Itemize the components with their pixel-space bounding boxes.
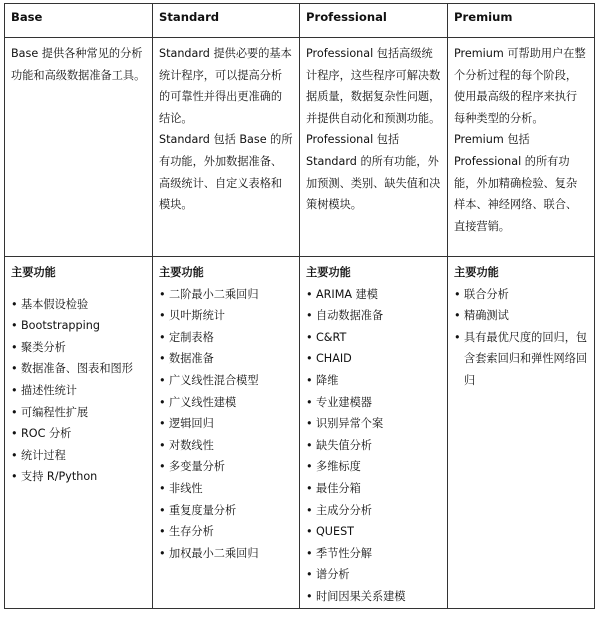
feature-item: • 降维 bbox=[306, 370, 441, 392]
comparison-table-wrapper bbox=[4, 3, 595, 609]
feature-item: • 描述性统计 bbox=[11, 380, 146, 402]
feature-item: • 联合分析 bbox=[454, 284, 588, 306]
feature-list bbox=[454, 284, 588, 392]
feature-item: • 可编程性扩展 bbox=[11, 402, 146, 424]
features-professional bbox=[300, 257, 448, 609]
feature-item: • 数据准备 bbox=[159, 348, 293, 370]
feature-item: • 谱分析 bbox=[306, 564, 441, 586]
feature-item: • 数据准备、图表和图形 bbox=[11, 358, 146, 380]
features-base bbox=[5, 257, 153, 609]
feature-item: • 多变量分析 bbox=[159, 456, 293, 478]
description-paragraph: Premium 可帮助用户在整个分析过程的每个阶段，使用最高级的程序来执行每种类型的分析。 bbox=[454, 47, 586, 125]
feature-item: • 缺失值分析 bbox=[306, 435, 441, 457]
feature-item: • 专业建模器 bbox=[306, 392, 441, 414]
header-row bbox=[5, 4, 595, 38]
description-standard bbox=[153, 38, 300, 257]
features-row bbox=[5, 257, 595, 609]
feature-item: • 精确测试 bbox=[454, 305, 588, 327]
feature-item: • QUEST bbox=[306, 521, 441, 543]
feature-item: • 生存分析 bbox=[159, 521, 293, 543]
features-title: 主要功能 bbox=[159, 266, 204, 279]
features-title: 主要功能 bbox=[306, 266, 351, 279]
features-premium bbox=[448, 257, 595, 609]
feature-item: • 贝叶斯统计 bbox=[159, 305, 293, 327]
header-base: Base bbox=[5, 4, 153, 38]
header-professional: Professional bbox=[300, 4, 448, 38]
description-paragraph: Base 提供各种常见的分析功能和高级数据准备工具。 bbox=[11, 47, 146, 82]
description-paragraph: Standard 提供必要的基本统计程序，可以提高分析的可靠性并得出更准确的结论。 bbox=[159, 47, 292, 125]
feature-item: • 统计过程 bbox=[11, 445, 146, 467]
feature-list bbox=[11, 294, 146, 488]
feature-item: • C&RT bbox=[306, 327, 441, 349]
features-title: 主要功能 bbox=[11, 266, 56, 279]
description-paragraph: Premium 包括 Professional 的所有功能，外加精确检验、复杂样本、神经网络、联合、直接营销。 bbox=[454, 133, 578, 233]
feature-item: • 广义线性混合模型 bbox=[159, 370, 293, 392]
feature-item: • 主成分分析 bbox=[306, 500, 441, 522]
description-paragraph: Standard 包括 Base 的所有功能，外加数据准备、高级统计、自定义表格和模块。 bbox=[159, 133, 293, 212]
edition-comparison-table bbox=[4, 3, 595, 609]
feature-item: • ARIMA 建模 bbox=[306, 284, 441, 306]
feature-item: • 具有最优尺度的回归，包含套索回归和弹性网络回归 bbox=[454, 327, 588, 392]
description-premium bbox=[448, 38, 595, 257]
feature-list bbox=[159, 284, 293, 565]
feature-item: • ROC 分析 bbox=[11, 423, 146, 445]
feature-item: • 非线性 bbox=[159, 478, 293, 500]
feature-item: • 多维标度 bbox=[306, 456, 441, 478]
feature-item: • 识别异常个案 bbox=[306, 413, 441, 435]
feature-item: • 定制表格 bbox=[159, 327, 293, 349]
feature-item: • 最佳分箱 bbox=[306, 478, 441, 500]
feature-item: • 对数线性 bbox=[159, 435, 293, 457]
feature-item: • 广义线性建模 bbox=[159, 392, 293, 414]
description-professional bbox=[300, 38, 448, 257]
feature-item: • 季节性分解 bbox=[306, 543, 441, 565]
header-premium: Premium bbox=[448, 4, 595, 38]
feature-item: • 支持 R/Python bbox=[11, 466, 146, 488]
description-paragraph: Professional 包括高级统计程序，这些程序可解决数据质量，数据复杂性问题，并提供自动化和预测功能。 bbox=[306, 47, 441, 125]
professional-extension-text: Professional 包括 Standard 的所有功能，外加预测、类别、缺失值和决策树模块。 bbox=[306, 133, 441, 212]
feature-item: • CHAID bbox=[306, 348, 441, 370]
features-standard bbox=[153, 257, 300, 609]
description-row bbox=[5, 38, 595, 257]
feature-item: • 自动数据准备 bbox=[306, 305, 441, 327]
header-standard: Standard bbox=[153, 4, 300, 38]
feature-item: • 二阶最小二乘回归 bbox=[159, 284, 293, 306]
feature-item: • Bootstrapping bbox=[11, 315, 146, 337]
feature-item: • 加权最小二乘回归 bbox=[159, 543, 293, 565]
feature-item: • 聚类分析 bbox=[11, 337, 146, 359]
features-title: 主要功能 bbox=[454, 266, 499, 279]
feature-item: • 时间因果关系建模 bbox=[306, 586, 441, 608]
feature-item: • 重复度量分析 bbox=[159, 500, 293, 522]
feature-item: • 逻辑回归 bbox=[159, 413, 293, 435]
feature-item: • 基本假设检验 bbox=[11, 294, 146, 316]
description-base bbox=[5, 38, 153, 257]
feature-list bbox=[306, 284, 441, 608]
description-paragraph bbox=[306, 129, 441, 215]
